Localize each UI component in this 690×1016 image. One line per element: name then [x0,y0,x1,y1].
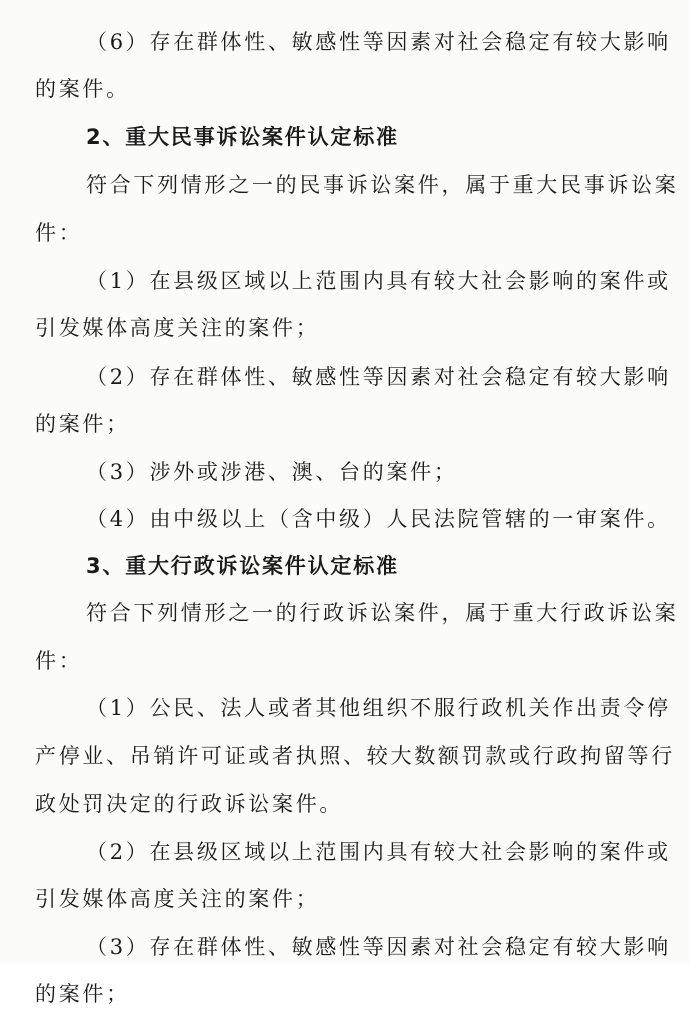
paragraph-line: 政处罚决定的行政诉讼案件。 [35,792,344,816]
paragraph-line: （4）由中级以上（含中级）人民法院管辖的一审案件。 [86,507,671,531]
paragraph-line: （1）在县级区域以上范围内具有较大社会影响的案件或 [86,269,671,293]
section-heading: 2、重大民事诉讼案件认定标准 [86,125,399,149]
paragraph-line: 符合下列情形之一的民事诉讼案件，属于重大民事诉讼案 [86,173,679,197]
paragraph-line: 件： [35,221,83,245]
paragraph-line: 产停业、吊销许可证或者执照、较大数额罚款或行政拘留等行 [35,744,675,768]
paragraph-line: 件： [35,649,83,673]
paragraph-line: 的案件； [35,982,130,1006]
paragraph-line: （6）存在群体性、敏感性等因素对社会稳定有较大影响 [86,30,671,54]
paragraph-line: 的案件。 [35,77,130,101]
paragraph-line: 符合下列情形之一的行政诉讼案件，属于重大行政诉讼案 [86,601,679,625]
paragraph-line: （2）在县级区域以上范围内具有较大社会影响的案件或 [86,840,671,864]
paragraph-line: （3）存在群体性、敏感性等因素对社会稳定有较大影响 [86,935,671,959]
paragraph-line: （3）涉外或涉港、澳、台的案件； [86,460,458,484]
paragraph-line: （1）公民、法人或者其他组织不服行政机关作出责令停 [86,696,671,720]
paragraph-line: （2）存在群体性、敏感性等因素对社会稳定有较大影响 [86,365,671,389]
section-heading: 3、重大行政诉讼案件认定标准 [86,554,399,578]
paragraph-line: 的案件； [35,412,130,436]
paragraph-line: 引发媒体高度关注的案件； [35,887,320,911]
paragraph-line: 引发媒体高度关注的案件； [35,316,320,340]
